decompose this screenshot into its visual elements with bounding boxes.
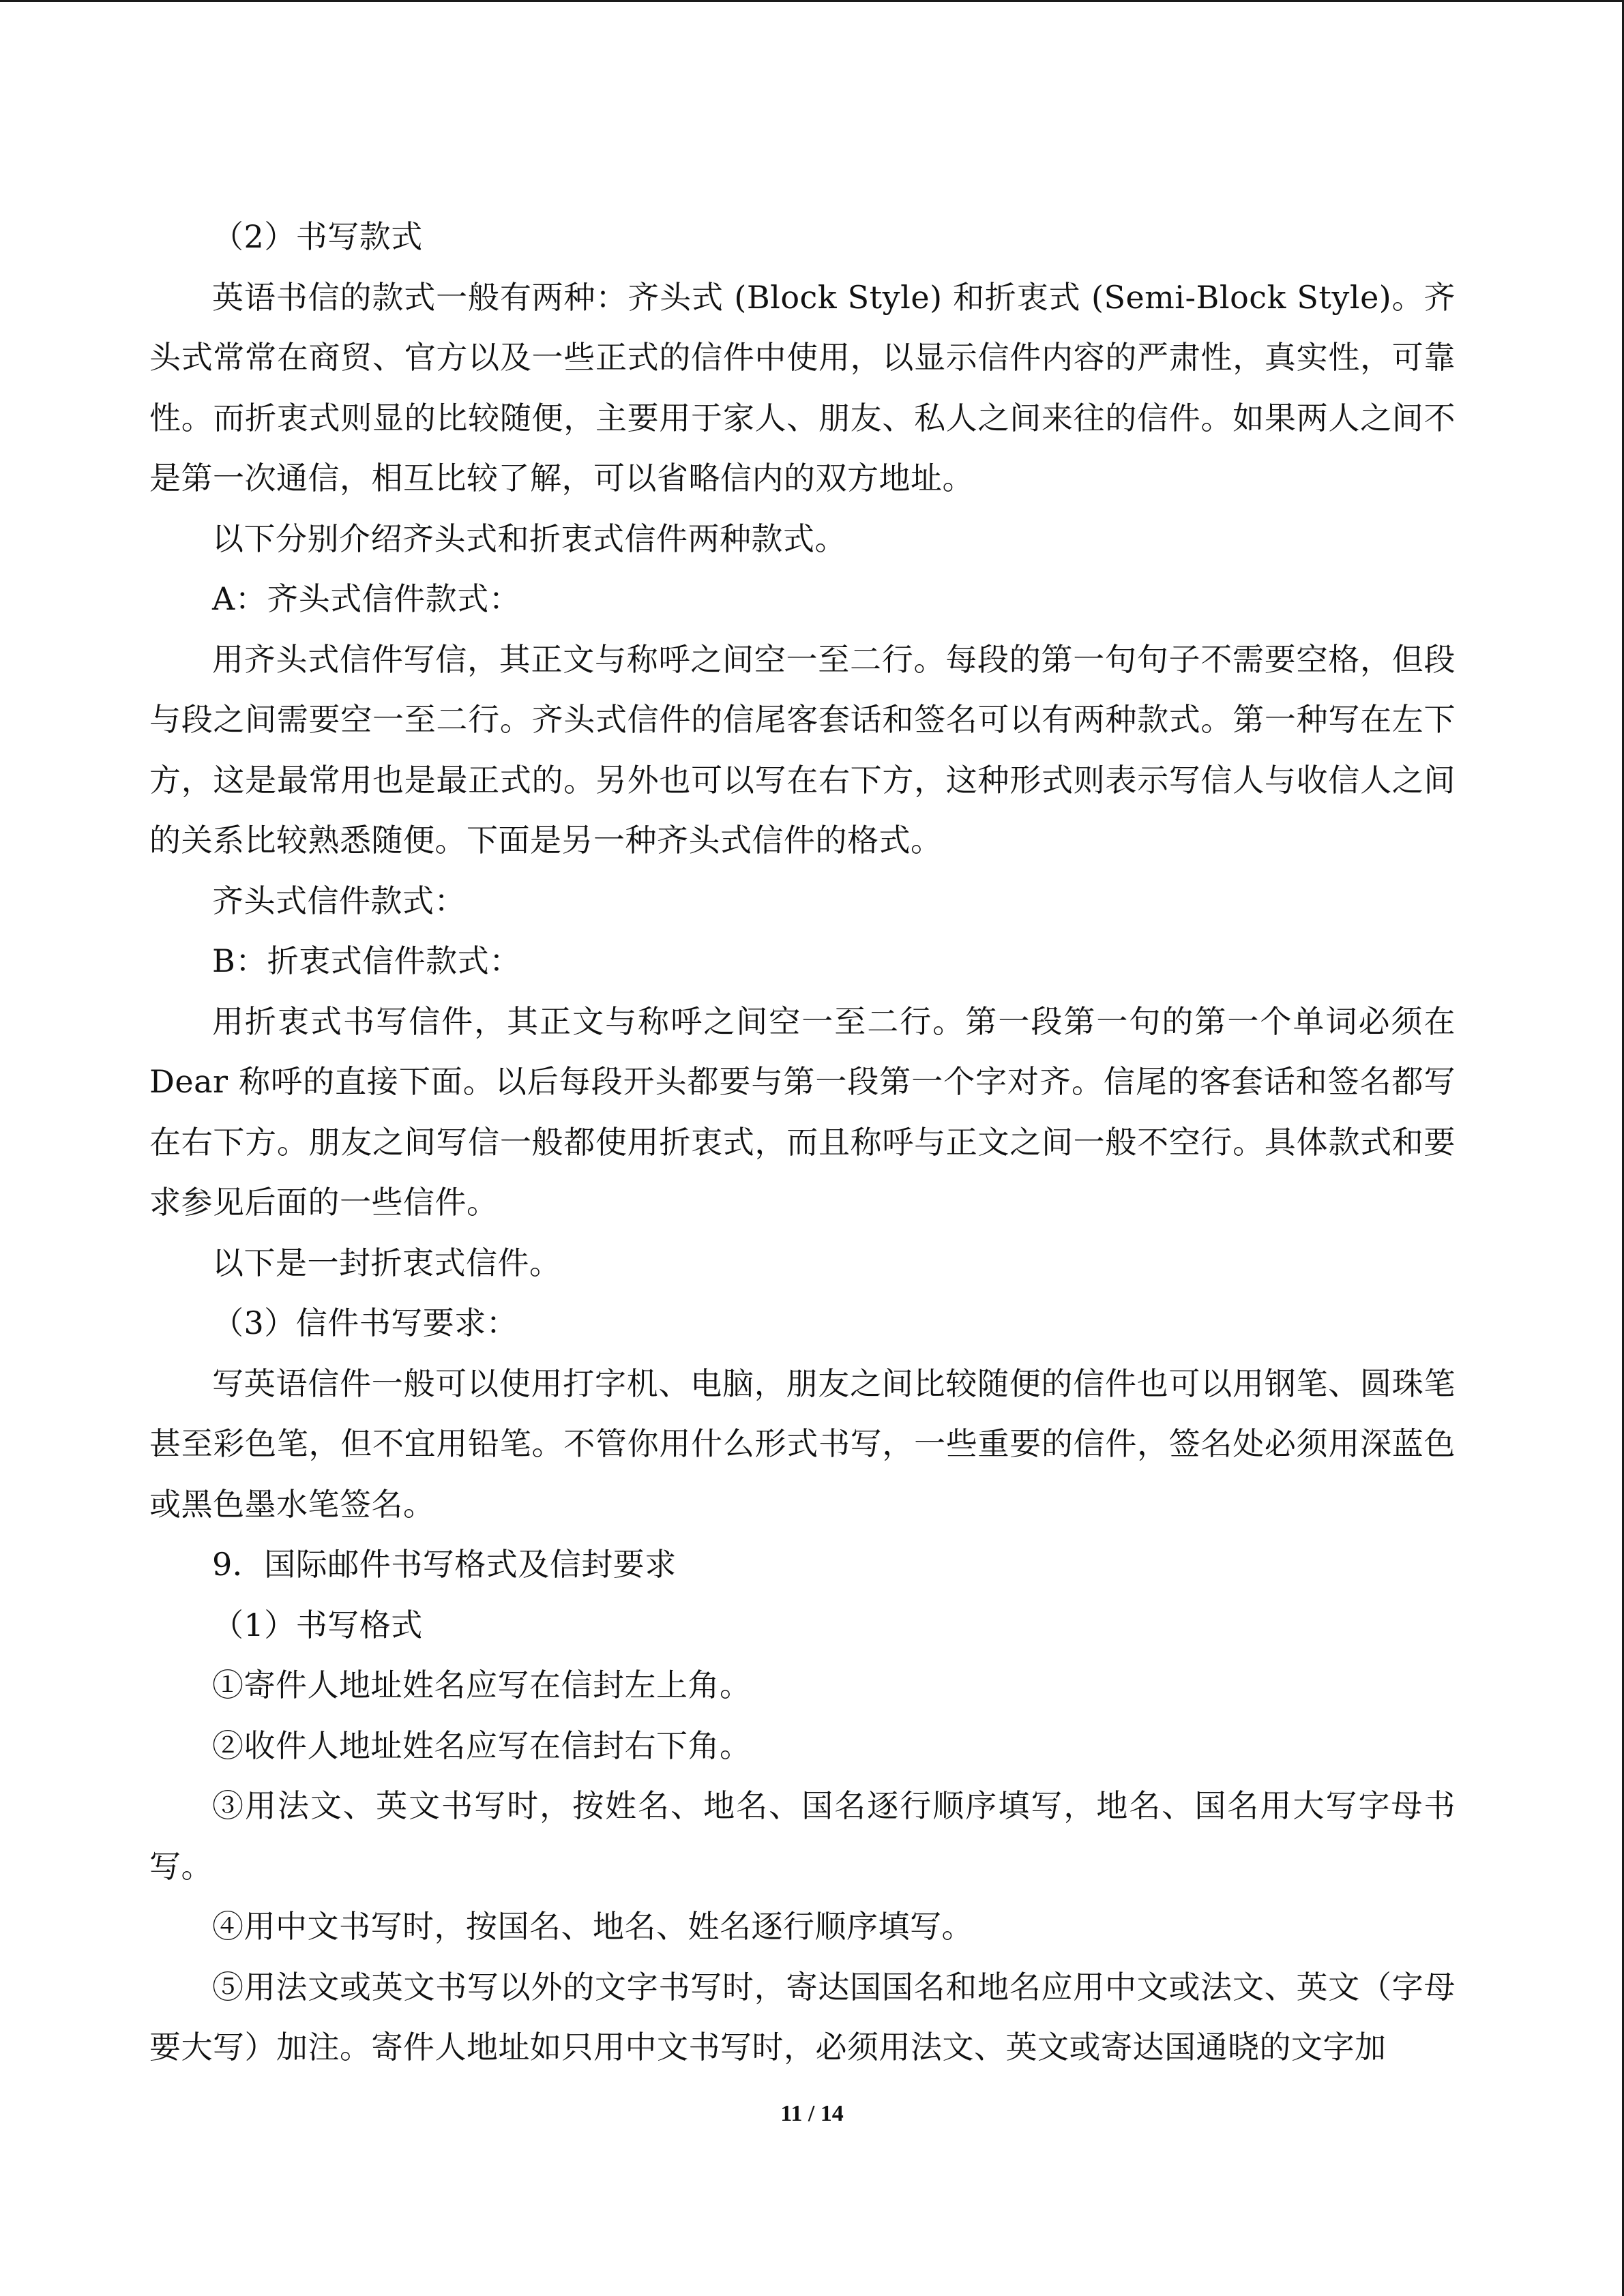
heading-writing-requirements: （3）信件书写要求： <box>212 1304 518 1341</box>
list-item-sender-address: ①寄件人地址姓名应写在信封左上角。 <box>212 1667 752 1703</box>
list-item-recipient-address: ②收件人地址姓名应写在信封右下角。 <box>212 1727 752 1764</box>
heading-mail-format: （1）书写格式 <box>212 1606 423 1643</box>
heading-block-style: A：齐头式信件款式： <box>212 580 521 617</box>
page-number: 11 / 14 <box>780 2101 844 2126</box>
heading-semi-block-style: B：折衷式信件款式： <box>212 942 521 979</box>
paragraph-semi-block-style-rules: 用折衷式书写信件，其正文与称呼之间空一至二行。第一段第一句的第一个单词必须在Dear 称呼的直接下面。以后每段开头都要与第一段第一个字对齐。信尾的客套话和签名都写在右下方。朋友之间写信一般都使用折衷式，而且称呼与正文之间一般不空行。具体款式和要求参见后面的一些信件。 <box>149 1002 1456 1221</box>
list-item-chinese-order: ④用中文书写时，按国名、地名、姓名逐行顺序填写。 <box>212 1908 973 1945</box>
list-item-other-languages: ⑤用法文或英文书写以外的文字书写时，寄达国国名和地名应用中文或法文、英文（字母要大写）加注。寄件人地址如只用中文书写时，必须用法文、英文或寄达国通晓的文字加 <box>149 1968 1456 2066</box>
heading-writing-format: （2）书写款式 <box>212 218 423 255</box>
paragraph-letter-styles: 英语书信的款式一般有两种：齐头式 (Block Style) 和折衷式 (Semi-Block Style)。齐头式常常在商贸、官方以及一些正式的信件中使用，以显示信件内容的严肃性，真实性，可靠性。而折衷式则显的比较随便，主要用于家人、朋友、私人之间来往的信件。如果两人之间不是第一次通信，相互比较了解，可以省略信内的双方地址。 <box>149 278 1456 496</box>
paragraph-block-style-rules: 用齐头式信件写信，其正文与称呼之间空一至二行。每段的第一句句子不需要空格，但段与段之间需要空一至二行。齐头式信件的信尾客套话和签名可以有两种款式。第一种写在左下方，这是最常用也是最正式的。另外也可以写在右下方，这种形式则表示写信人与收信人之间的关系比较熟悉随便。下面是另一种齐头式信件的格式。 <box>149 640 1456 859</box>
heading-international-mail: 9．国际邮件书写格式及信封要求 <box>212 1546 677 1583</box>
list-item-french-english-order: ③用法文、英文书写时，按姓名、地名、国名逐行顺序填写，地名、国名用大写字母书写。 <box>149 1787 1456 1885</box>
paragraph-intro-two-styles: 以下分别介绍齐头式和折衷式信件两种款式。 <box>212 520 846 557</box>
label-semi-block-example: 以下是一封折衷式信件。 <box>212 1244 561 1281</box>
label-block-style-format: 齐头式信件款式： <box>212 882 466 919</box>
paragraph-writing-requirements: 写英语信件一般可以使用打字机、电脑，朋友之间比较随便的信件也可以用钢笔、圆珠笔甚至彩色笔，但不宜用铅笔。不管你用什么形式书写，一些重要的信件，签名处必须用深蓝色或黑色墨水笔签名。 <box>149 1365 1456 1523</box>
document-body <box>149 207 1456 2078</box>
